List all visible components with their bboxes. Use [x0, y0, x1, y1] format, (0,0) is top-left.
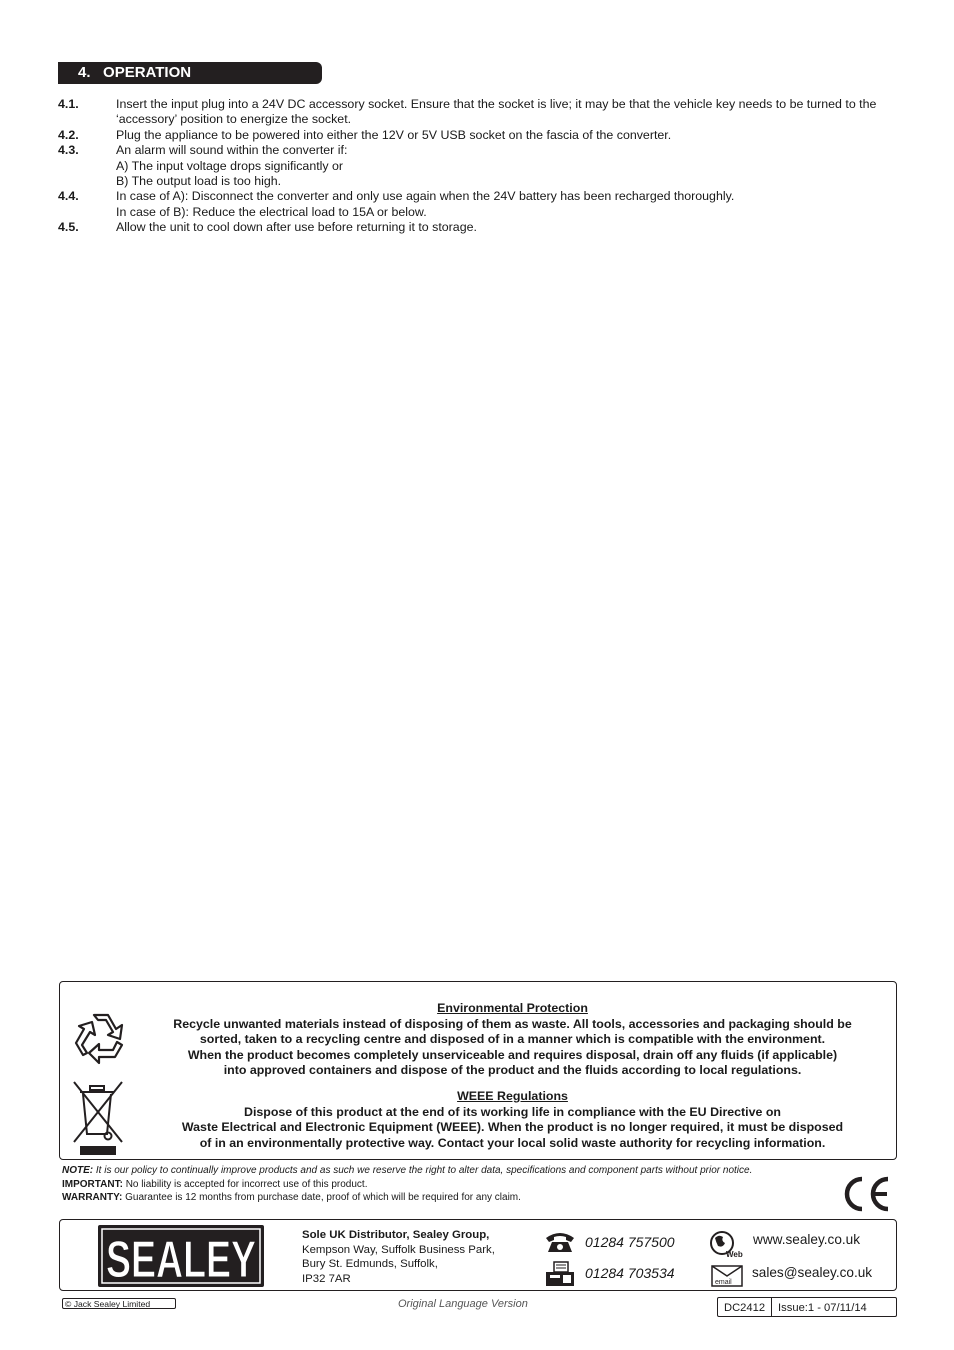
- step-text: An alarm will sound within the converter if:: [116, 143, 348, 158]
- fax-icon: [544, 1260, 576, 1288]
- weee-line: of in an environmentally protective way. Contact your local solid waste authority for recycling information.: [199, 1135, 826, 1150]
- weee-heading: WEEE Regulations: [457, 1089, 568, 1103]
- step-text: In case of B): Reduce the electrical load to 15A or below.: [116, 204, 427, 219]
- weee-line: Dispose of this product at the end of its working life in compliance with the EU Directive on: [244, 1104, 781, 1119]
- warranty-text: Guarantee is 12 months from purchase date, proof of which will be required for any claim.: [125, 1192, 521, 1203]
- address-line: Kempson Way, Suffolk Business Park,: [302, 1243, 495, 1256]
- warranty-label: WARRANTY:: [62, 1192, 123, 1203]
- step-number: 4.4.: [58, 189, 79, 204]
- step-text: Insert the input plug into a 24V DC accessory socket. Ensure that the socket is live; it may be that the vehicle key needs to be turned to the ‘accessory’ position to energize the socket.: [116, 97, 877, 127]
- step-number: 4.2.: [58, 127, 79, 142]
- footer-contact-box: [59, 1219, 897, 1291]
- address: [302, 1228, 495, 1286]
- phone-number[interactable]: 01284 757500: [585, 1234, 675, 1250]
- step-4-1: [58, 97, 898, 128]
- step-4-3: [58, 143, 898, 189]
- doc-code: DC2412: [724, 1302, 766, 1314]
- email-icon-label: email: [715, 1279, 732, 1286]
- step-text: Plug the appliance to be powered into either the 12V or 5V USB socket on the fascia of the converter.: [116, 127, 672, 142]
- env-line: sorted, taken to a recycling centre and disposed of in a manner which is compatible with the environment.: [199, 1032, 826, 1046]
- distributor: Sole UK Distributor, Sealey Group,: [302, 1229, 490, 1241]
- environmental-box: [59, 981, 897, 1160]
- important-line: [62, 1178, 862, 1192]
- important-text: No liability is accepted for incorrect use of this product.: [125, 1178, 368, 1190]
- address-line: IP32 7AR: [302, 1272, 351, 1285]
- env-line: into approved containers and dispose of the product and the fluids according to local regulations.: [223, 1063, 802, 1077]
- warranty-line: [62, 1191, 862, 1205]
- ce-mark-icon: [840, 1175, 894, 1213]
- sealey-logo: [98, 1225, 264, 1287]
- web-globe-icon: [709, 1230, 743, 1258]
- step-text: Allow the unit to cool down after use before returning it to storage.: [116, 220, 477, 235]
- step-number: 4.5.: [58, 220, 79, 235]
- email-envelope-icon: [711, 1265, 743, 1287]
- important-label: IMPORTANT:: [62, 1178, 123, 1190]
- section-title: OPERATION: [103, 64, 192, 81]
- env-line: When the product becomes completely unserviceable and requires disposal, drain off any fluids (if applicable): [187, 1047, 838, 1062]
- step-number: 4.3.: [58, 143, 79, 158]
- document-reference: [717, 1297, 897, 1317]
- notes: [62, 1164, 862, 1205]
- step-4-4: [58, 189, 898, 220]
- note-line: [62, 1164, 862, 1178]
- step-4-5: [58, 220, 898, 235]
- step-text: In case of A): Disconnect the converter and only use again when the 24V battery has been recharged thoroughly.: [116, 189, 735, 204]
- step-text: B) The output load is too high.: [116, 174, 282, 189]
- note-label: NOTE:: [62, 1165, 94, 1176]
- recycle-icon: [70, 1007, 132, 1069]
- copyright: © Jack Sealey Limited: [62, 1298, 176, 1309]
- weee-line: Waste Electrical and Electronic Equipment (WEEE). When the product is no longer required, it must be disposed: [181, 1120, 844, 1134]
- fax-number[interactable]: 01284 703534: [585, 1265, 675, 1281]
- sealey-logo-graphic: [98, 1225, 264, 1287]
- address-line: Bury St. Edmunds, Suffolk,: [302, 1258, 438, 1271]
- section-heading: [58, 62, 322, 84]
- telephone-icon: [544, 1230, 576, 1254]
- step-number: 4.1.: [58, 97, 79, 111]
- env-heading: Environmental Protection: [437, 1001, 588, 1015]
- operation-steps: [58, 97, 898, 236]
- step-text: A) The input voltage drops significantly or: [116, 158, 344, 173]
- website-link[interactable]: www.sealey.co.uk: [753, 1232, 861, 1247]
- original-language-label: Original Language Version: [398, 1298, 528, 1310]
- web-icon-label: Web: [726, 1250, 743, 1259]
- env-line: Recycle unwanted materials instead of disposing of them as waste. All tools, accessories and packaging should be: [173, 1016, 852, 1031]
- section-number: 4.: [78, 64, 91, 81]
- note-text: It is our policy to continually improve products and as such we reserve the right to alter data, specifications and component parts without prior notice.: [95, 1165, 753, 1176]
- email-link[interactable]: sales@sealey.co.uk: [752, 1265, 873, 1280]
- issue-date: Issue:1 - 07/11/14: [771, 1298, 873, 1316]
- step-4-2: [58, 128, 898, 143]
- weee-bin-icon: [70, 1080, 126, 1156]
- logo-text: SEALEY: [106, 1231, 256, 1289]
